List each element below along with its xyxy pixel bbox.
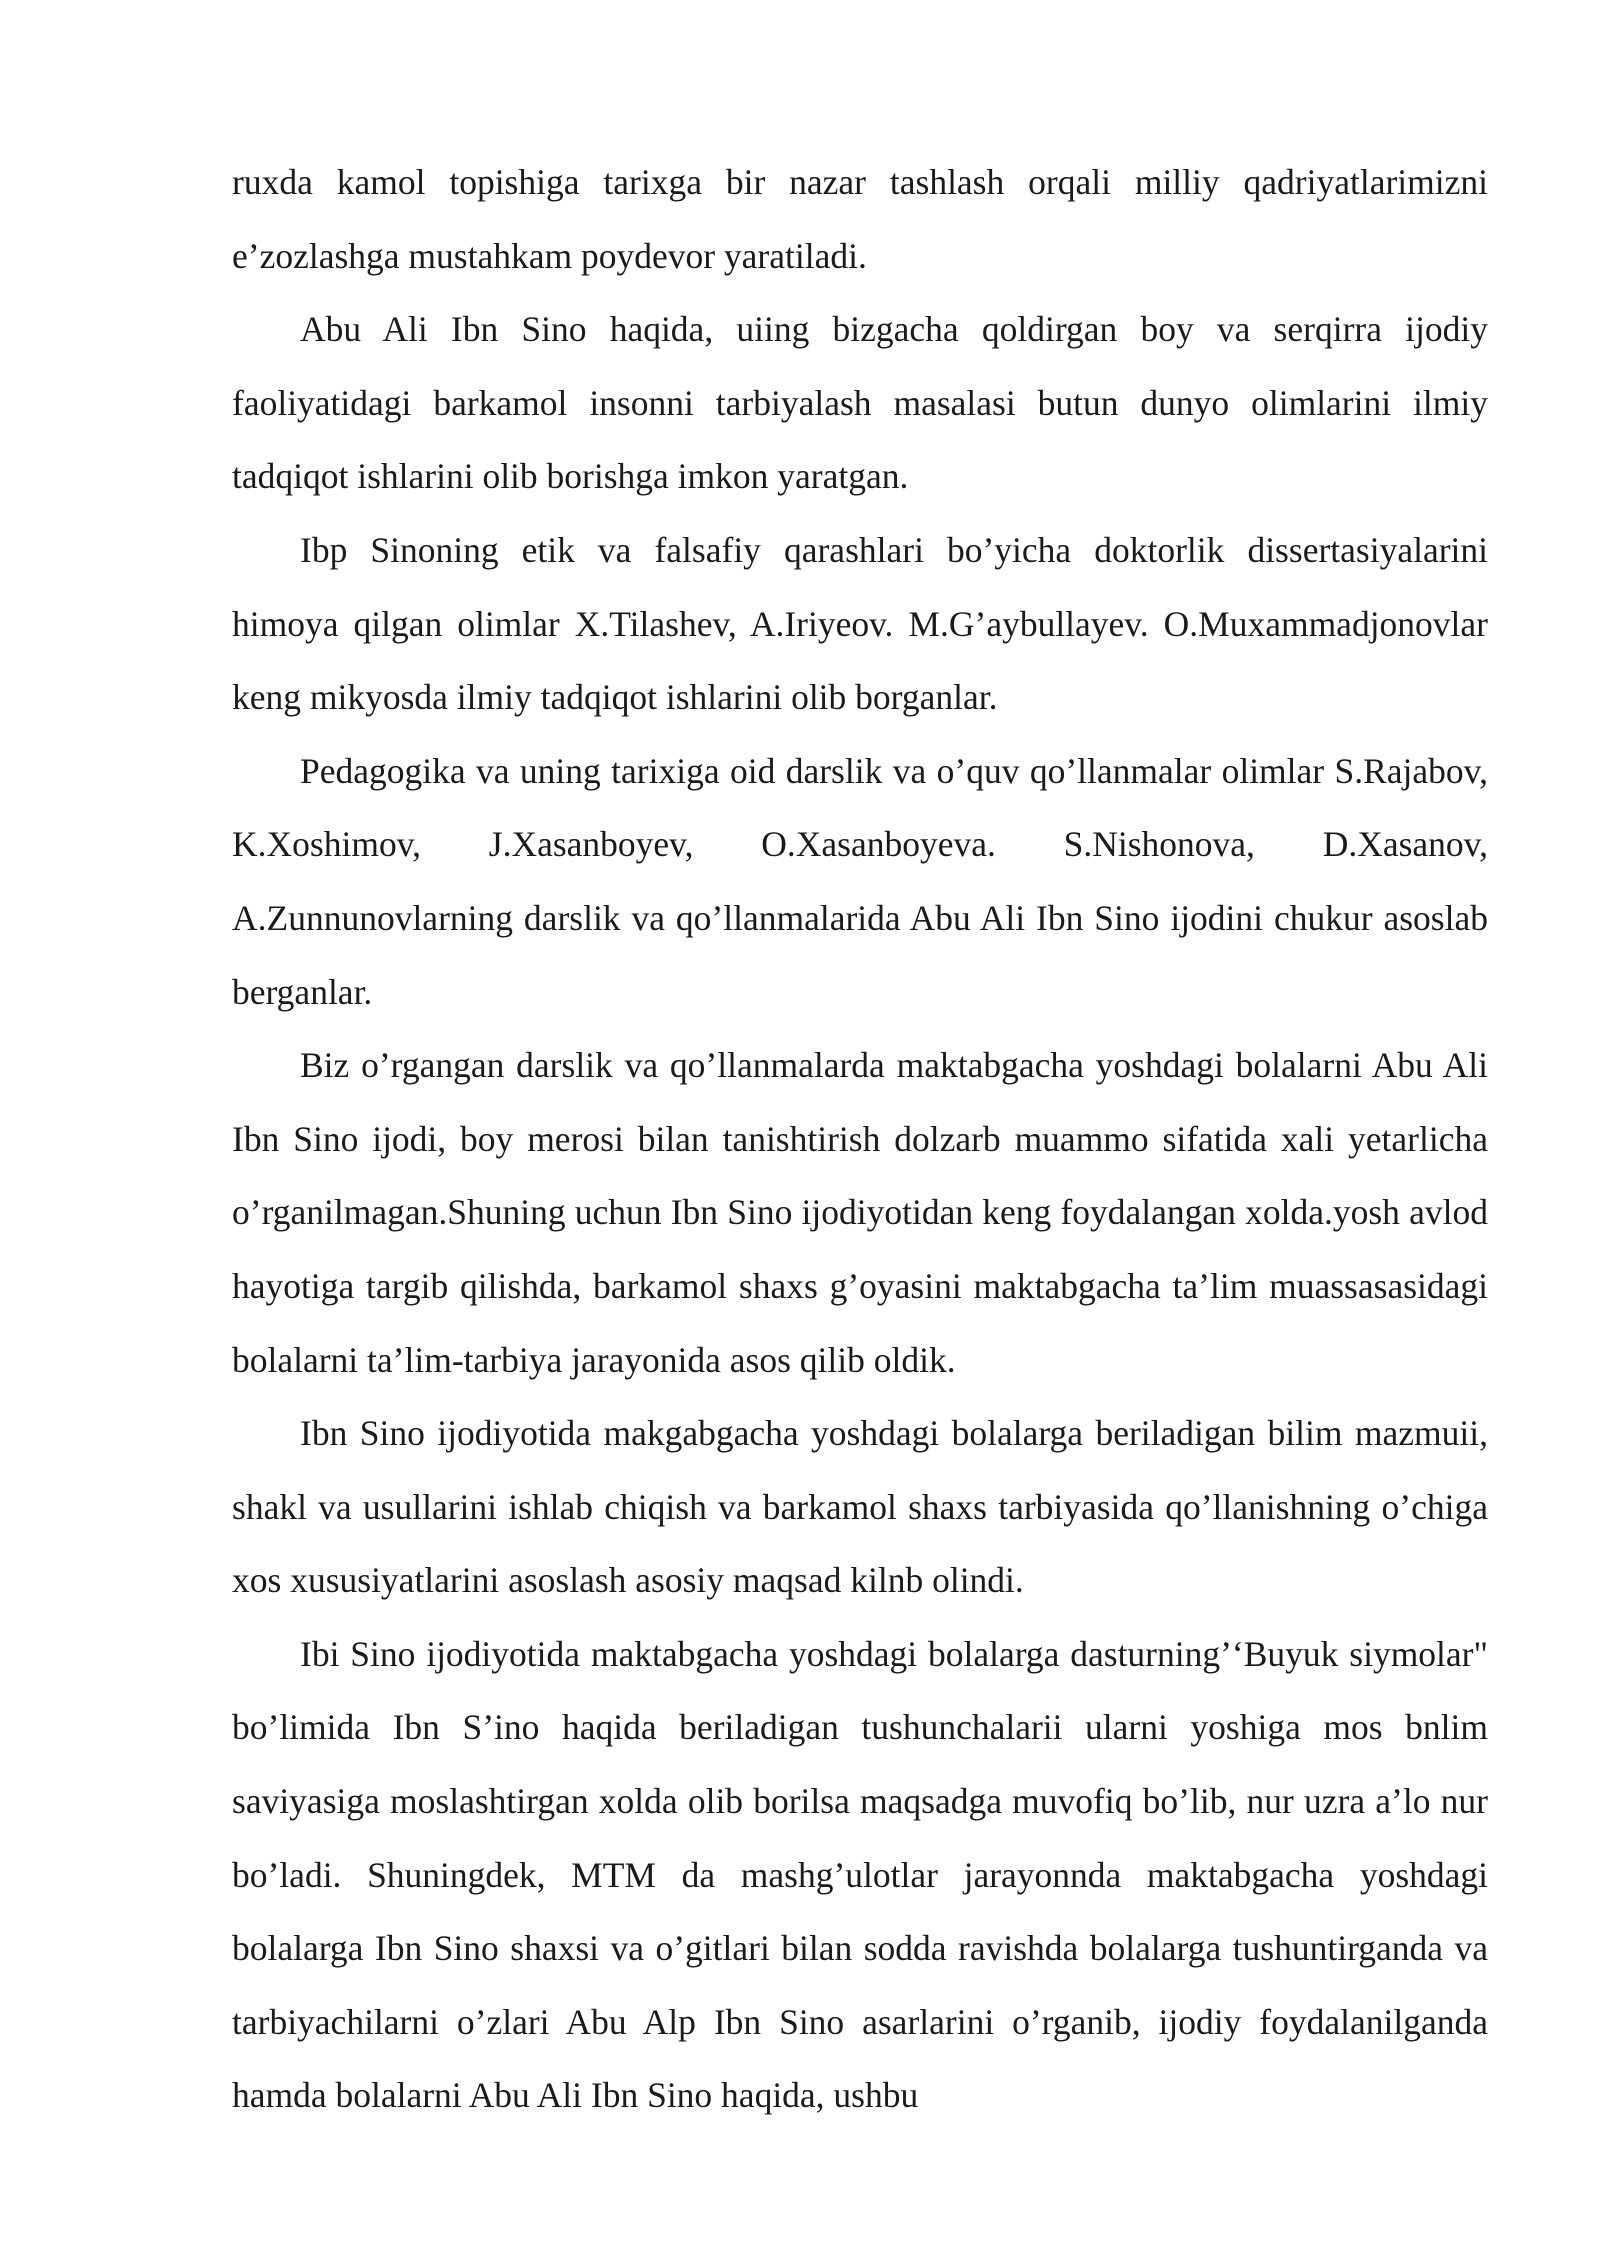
- paragraph-7: Ibi Sino ijodiyotida maktabgacha yoshdagi bolalarga dasturning’‘Buyuk siymolar" bo’limida Ibn S’ino haqida beriladigan tushunchalarii ularni yoshiga mos bnlim saviyasiga moslashtirgan xolda olib borilsa maqsadga muvofiq bo’lib, nur uzra a’lo nur bo’ladi. Shuningdek, MTM da mashg’ulotlar jarayonnda maktabgacha yoshdagi bolalarga Ibn Sino shaxsi va o’gitlari bilan sodda ravishda bolalarga tushuntirganda va tarbiyachilarni o’zlari Abu Alp Ibn Sino asarlarini o’rganib, ijodiy foydalanilganda hamda bolalarni Abu Ali Ibn Sino haqida, ushbu: [232, 1633, 1488, 2116]
- paragraph-3: Ibp Sinoning etik va falsafiy qarashlari bo’yicha doktorlik dissertasiyalarini himoya qilgan olimlar X.Tilashev, A.Iriyeov. M.G’aybullayev. O.Muxammadjonovlar keng mikyosda ilmiy tadqiqot ishlarini olib borganlar.: [232, 529, 1488, 718]
- paragraph-4: Pedagogika va uning tarixiga oid darslik va o’quv qo’llanmalar olimlar S.Rajabov, K.Xoshimov, J.Xasanboyev, O.Xasanboyeva. S.Nishonova, D.Xasanov, A.Zunnunovlarning darslik va qo’llanmalarida Abu Ali Ibn Sino ijodini chukur asoslab berganlar.: [232, 750, 1488, 1012]
- paragraph-1: ruxda kamol topishiga tarixga bir nazar tashlash orqali milliy qadriyatlarimizni e’zozlashga mustahkam poydevor yaratiladi.: [232, 162, 1488, 276]
- paragraph-5: Biz o’rgangan darslik va qo’llanmalarda maktabgacha yoshdagi bolalarni Abu Ali Ibn Sino ijodi, boy merosi bilan tanishtirish dolzarb muammo sifatida xali yetarlicha o’rganilmagan.Shuning uchun Ibn Sino ijodiyotidan keng foydalangan xolda.yosh avlod hayotiga targib qilishda, barkamol shaxs g’oyasini maktabgacha ta’lim muassasasidagi bolalarni ta’lim-tarbiya jarayonida asos qilib oldik.: [232, 1045, 1488, 1380]
- document-body: [232, 146, 1488, 2133]
- paragraph-2: Abu Ali Ibn Sino haqida, uiing bizgacha qoldirgan boy va serqirra ijodiy faoliyatidagi barkamol insonni tarbiyalash masalasi butun dunyo olimlarini ilmiy tadqiqot ishlarini olib borishga imkon yaratgan.: [232, 309, 1488, 497]
- paragraph-6: Ibn Sino ijodiyotida makgabgacha yoshdagi bolalarga beriladigan bilim mazmuii, shakl va usullarini ishlab chiqish va barkamol shaxs tarbiyasida qo’llanishning o’chiga xos xususiyatlarini asoslash asosiy maqsad kilnb olindi.: [232, 1413, 1488, 1601]
